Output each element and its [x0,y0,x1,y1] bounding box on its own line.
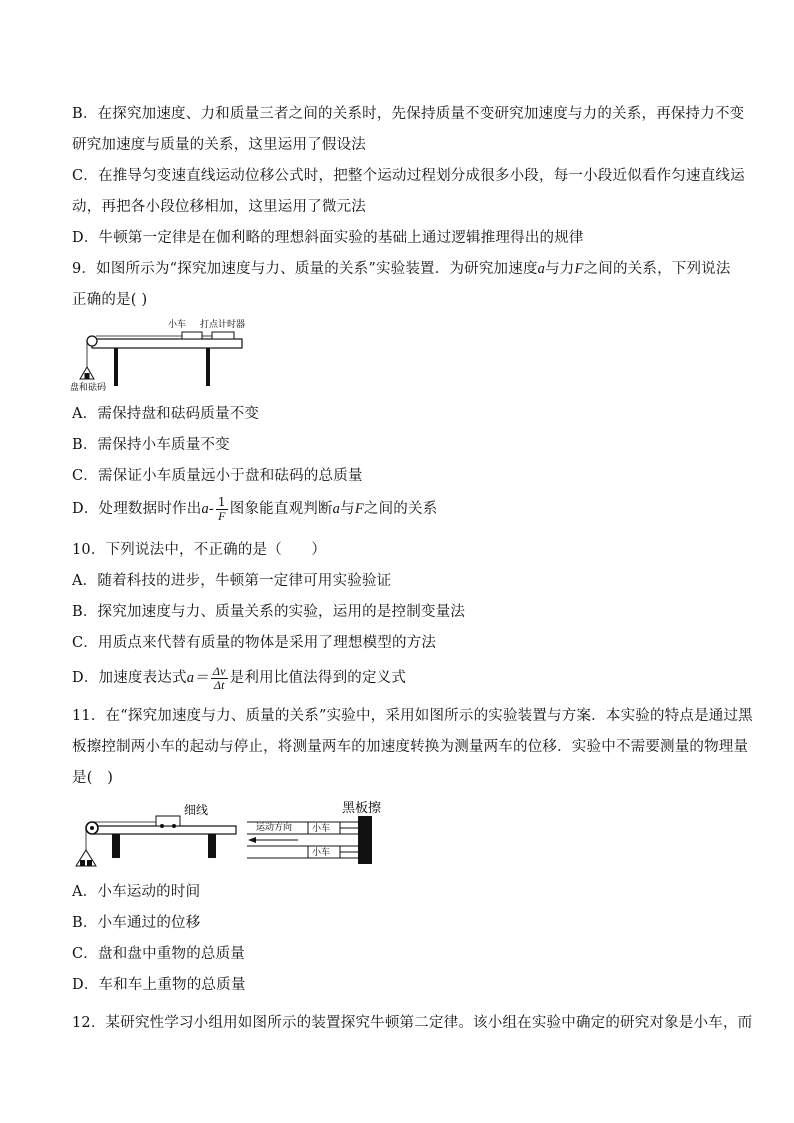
q11-option-b: B．小车通过的位移 [72,915,201,931]
label-weight: 盘和砝码 [70,383,107,391]
q9-option-a: A．需保持盘和砝码质量不变 [72,406,260,422]
q10-stem: 10．下列说法中，不正确的是（ ） [72,542,327,558]
q11-option-a: A．小车运动的时间 [72,884,201,900]
q8-option-b-line2: 研究加速度与质量的关系，这里运用了假设法 [72,137,366,153]
label-eraser: 黑板擦 [342,801,382,816]
label-car1: 小车 [312,824,331,834]
q11-apparatus-figure [72,800,392,872]
car-icon [182,332,202,339]
q11-stem-line2: 板擦控制两小车的起动与停止，将测量两车的加速度转换为测量两车的位移．实验中不需要测量的物理量 [72,739,749,755]
q9-option-c: C．需保证小车质量远小于盘和砝码的总质量 [72,468,363,484]
q8-option-d: D．牛顿第一定律是在伽利略的理想斜面实验的基础上通过逻辑推理得出的规律 [72,230,584,246]
fraction: $\frac{1}{F}$ [217,494,226,523]
car-icon [156,816,180,826]
q10-option-c: C．用质点来代替有质量的物体是采用了理想模型的方法 [72,635,437,651]
q10-option-b: B．探究加速度与力、质量关系的实验，运用的是控制变量法 [72,604,466,620]
label-string: 细线 [184,803,209,817]
q10-option-a: A．随着科技的进步，牛顿第一定律可用实验验证 [72,573,392,589]
eraser-icon [358,816,372,864]
label-direction: 运动方向 [256,823,293,833]
q9-option-b: B．需保持小车质量不变 [72,437,230,453]
table-top [94,826,236,834]
q8-option-b-line1: B．在探究加速度、力和质量三者之间的关系时，先保持质量不变研究加速度与力的关系，再保持力不变 [72,106,745,122]
label-timer: 打点计时器 [200,320,246,330]
q11-stem-line3: 是( ) [72,770,114,786]
table-leg-left [114,348,118,386]
table-leg-right [206,348,210,386]
arrow-left-icon [248,837,256,843]
weight-pan-icon [76,850,96,866]
label-car2: 小车 [312,848,331,858]
q12-stem-line1: 12．某研究性学习小组用如图所示的装置探究牛顿第二定律。该小组在实验中确定的研究对象是小车，而 [72,1015,753,1031]
q9-stem-line1: 9．如图所示为“探究加速度与力、质量的关系”实验装置．为研究加速度a与力F之间的关系，下列说法 [72,261,731,277]
q9-stem-line2: 正确的是( ) [72,292,148,308]
q11-stem-line1: 11．在“探究加速度与力、质量的关系”实验中，采用如图所示的实验装置与方案．本实验的特点是通过黑 [72,708,753,724]
q8-option-c-line1: C．在推导匀变速直线运动位移公式时，把整个运动过程划分成很多小段，每一小段近似看作匀速直线运 [72,168,745,184]
q10-option-d: D．加速度表达式a＝ $\frac{\Delta v}{\Delta t}$ 是利用比值法得到的定义式 [72,663,407,692]
q9-apparatus-figure [70,315,250,391]
q11-option-d: D．车和车上重物的总质量 [72,977,246,993]
table-top [92,339,242,348]
timer-icon [212,332,234,339]
pulley-icon [87,336,97,346]
q9-option-d: D．处理数据时作出a- $\frac{1}{F}$ 图象能直观判断a与F之间的关系 [72,494,438,523]
q11-option-c: C．盘和盘中重物的总质量 [72,946,245,962]
q8-option-c-line2: 动，再把各小段位移相加，这里运用了微元法 [72,199,366,215]
label-car: 小车 [168,320,187,330]
fraction: $\frac{\Delta v}{\Delta t}$ [212,663,226,692]
